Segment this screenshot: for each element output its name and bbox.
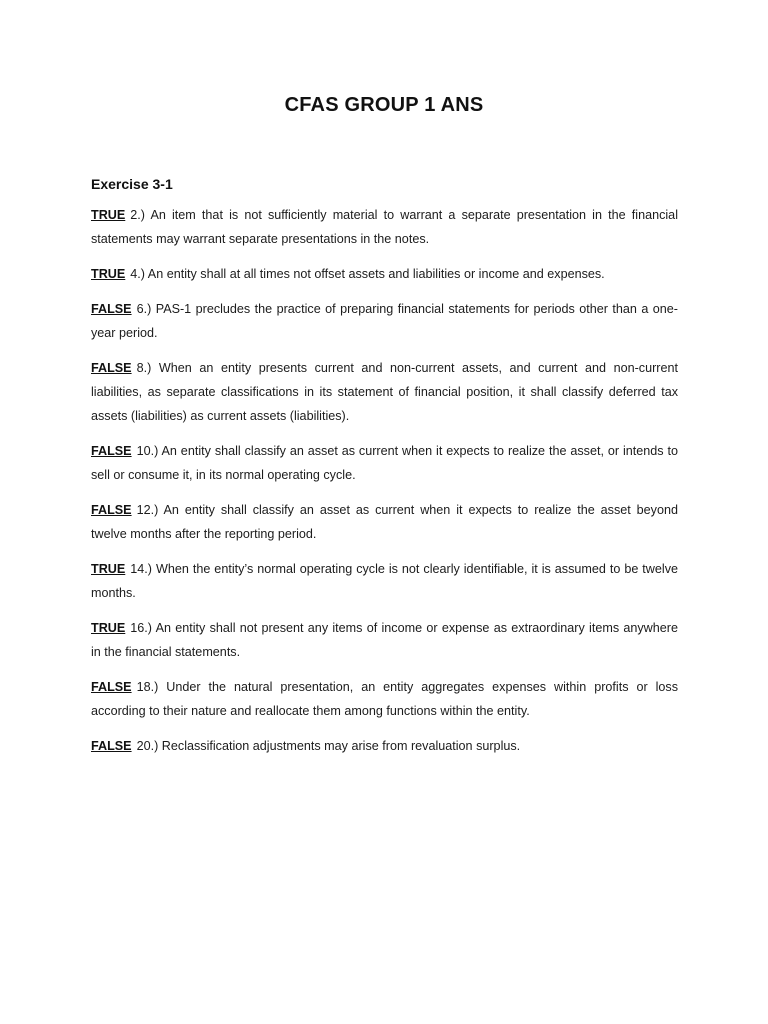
answer-key: TRUE bbox=[91, 562, 126, 576]
answer-key: FALSE bbox=[91, 361, 132, 375]
answer-item bbox=[91, 498, 678, 546]
answer-key: FALSE bbox=[91, 444, 132, 458]
answer-item bbox=[91, 675, 678, 723]
answer-statement: 12.) An entity shall classify an asset as current when it expects to realize the asset beyond twelve months after the reporting period. bbox=[91, 503, 678, 541]
answer-item bbox=[91, 557, 678, 605]
answer-item bbox=[91, 356, 678, 428]
document-title: CFAS GROUP 1 ANS bbox=[284, 94, 484, 116]
answer-item bbox=[91, 297, 678, 345]
answer-statement: 4.) An entity shall at all times not offset assets and liabilities or income and expenses. bbox=[130, 267, 605, 281]
answer-statement: 18.) Under the natural presentation, an entity aggregates expenses within profits or loss according to their nature and reallocate them among functions within the entity. bbox=[91, 680, 678, 718]
answer-key: TRUE bbox=[91, 621, 126, 635]
answer-key: FALSE bbox=[91, 680, 132, 694]
answer-item bbox=[91, 203, 678, 251]
answer-key: TRUE bbox=[91, 208, 126, 222]
answer-statement: 2.) An item that is not sufficiently material to warrant a separate presentation in the financial statements may warrant separate presentations in the notes. bbox=[91, 208, 678, 246]
answer-list bbox=[91, 203, 678, 769]
answer-statement: 14.) When the entity’s normal operating cycle is not clearly identifiable, it is assumed to be twelve months. bbox=[91, 562, 678, 600]
answer-statement: 8.) When an entity presents current and non-current assets, and current and non-current liabilities, as separate classifications in its statement of financial position, it shall classify deferred tax assets (liabilities) as current assets (liabilities). bbox=[91, 361, 678, 423]
answer-key: FALSE bbox=[91, 302, 132, 316]
answer-key: FALSE bbox=[91, 503, 132, 517]
answer-key: TRUE bbox=[91, 267, 126, 281]
exercise-heading: Exercise 3-1 bbox=[91, 176, 173, 192]
answer-statement: 16.) An entity shall not present any items of income or expense as extraordinary items anywhere in the financial statements. bbox=[91, 621, 678, 659]
answer-item bbox=[91, 616, 678, 664]
answer-statement: 20.) Reclassification adjustments may arise from revaluation surplus. bbox=[136, 739, 521, 753]
answer-item bbox=[91, 439, 678, 487]
answer-item bbox=[91, 262, 678, 286]
answer-statement: 10.) An entity shall classify an asset as current when it expects to realize the asset, or intends to sell or consume it, in its normal operating cycle. bbox=[91, 444, 678, 482]
answer-statement: 6.) PAS-1 precludes the practice of preparing financial statements for periods other than a one-year period. bbox=[91, 302, 678, 340]
answer-key: FALSE bbox=[91, 739, 132, 753]
answer-item bbox=[91, 734, 678, 758]
